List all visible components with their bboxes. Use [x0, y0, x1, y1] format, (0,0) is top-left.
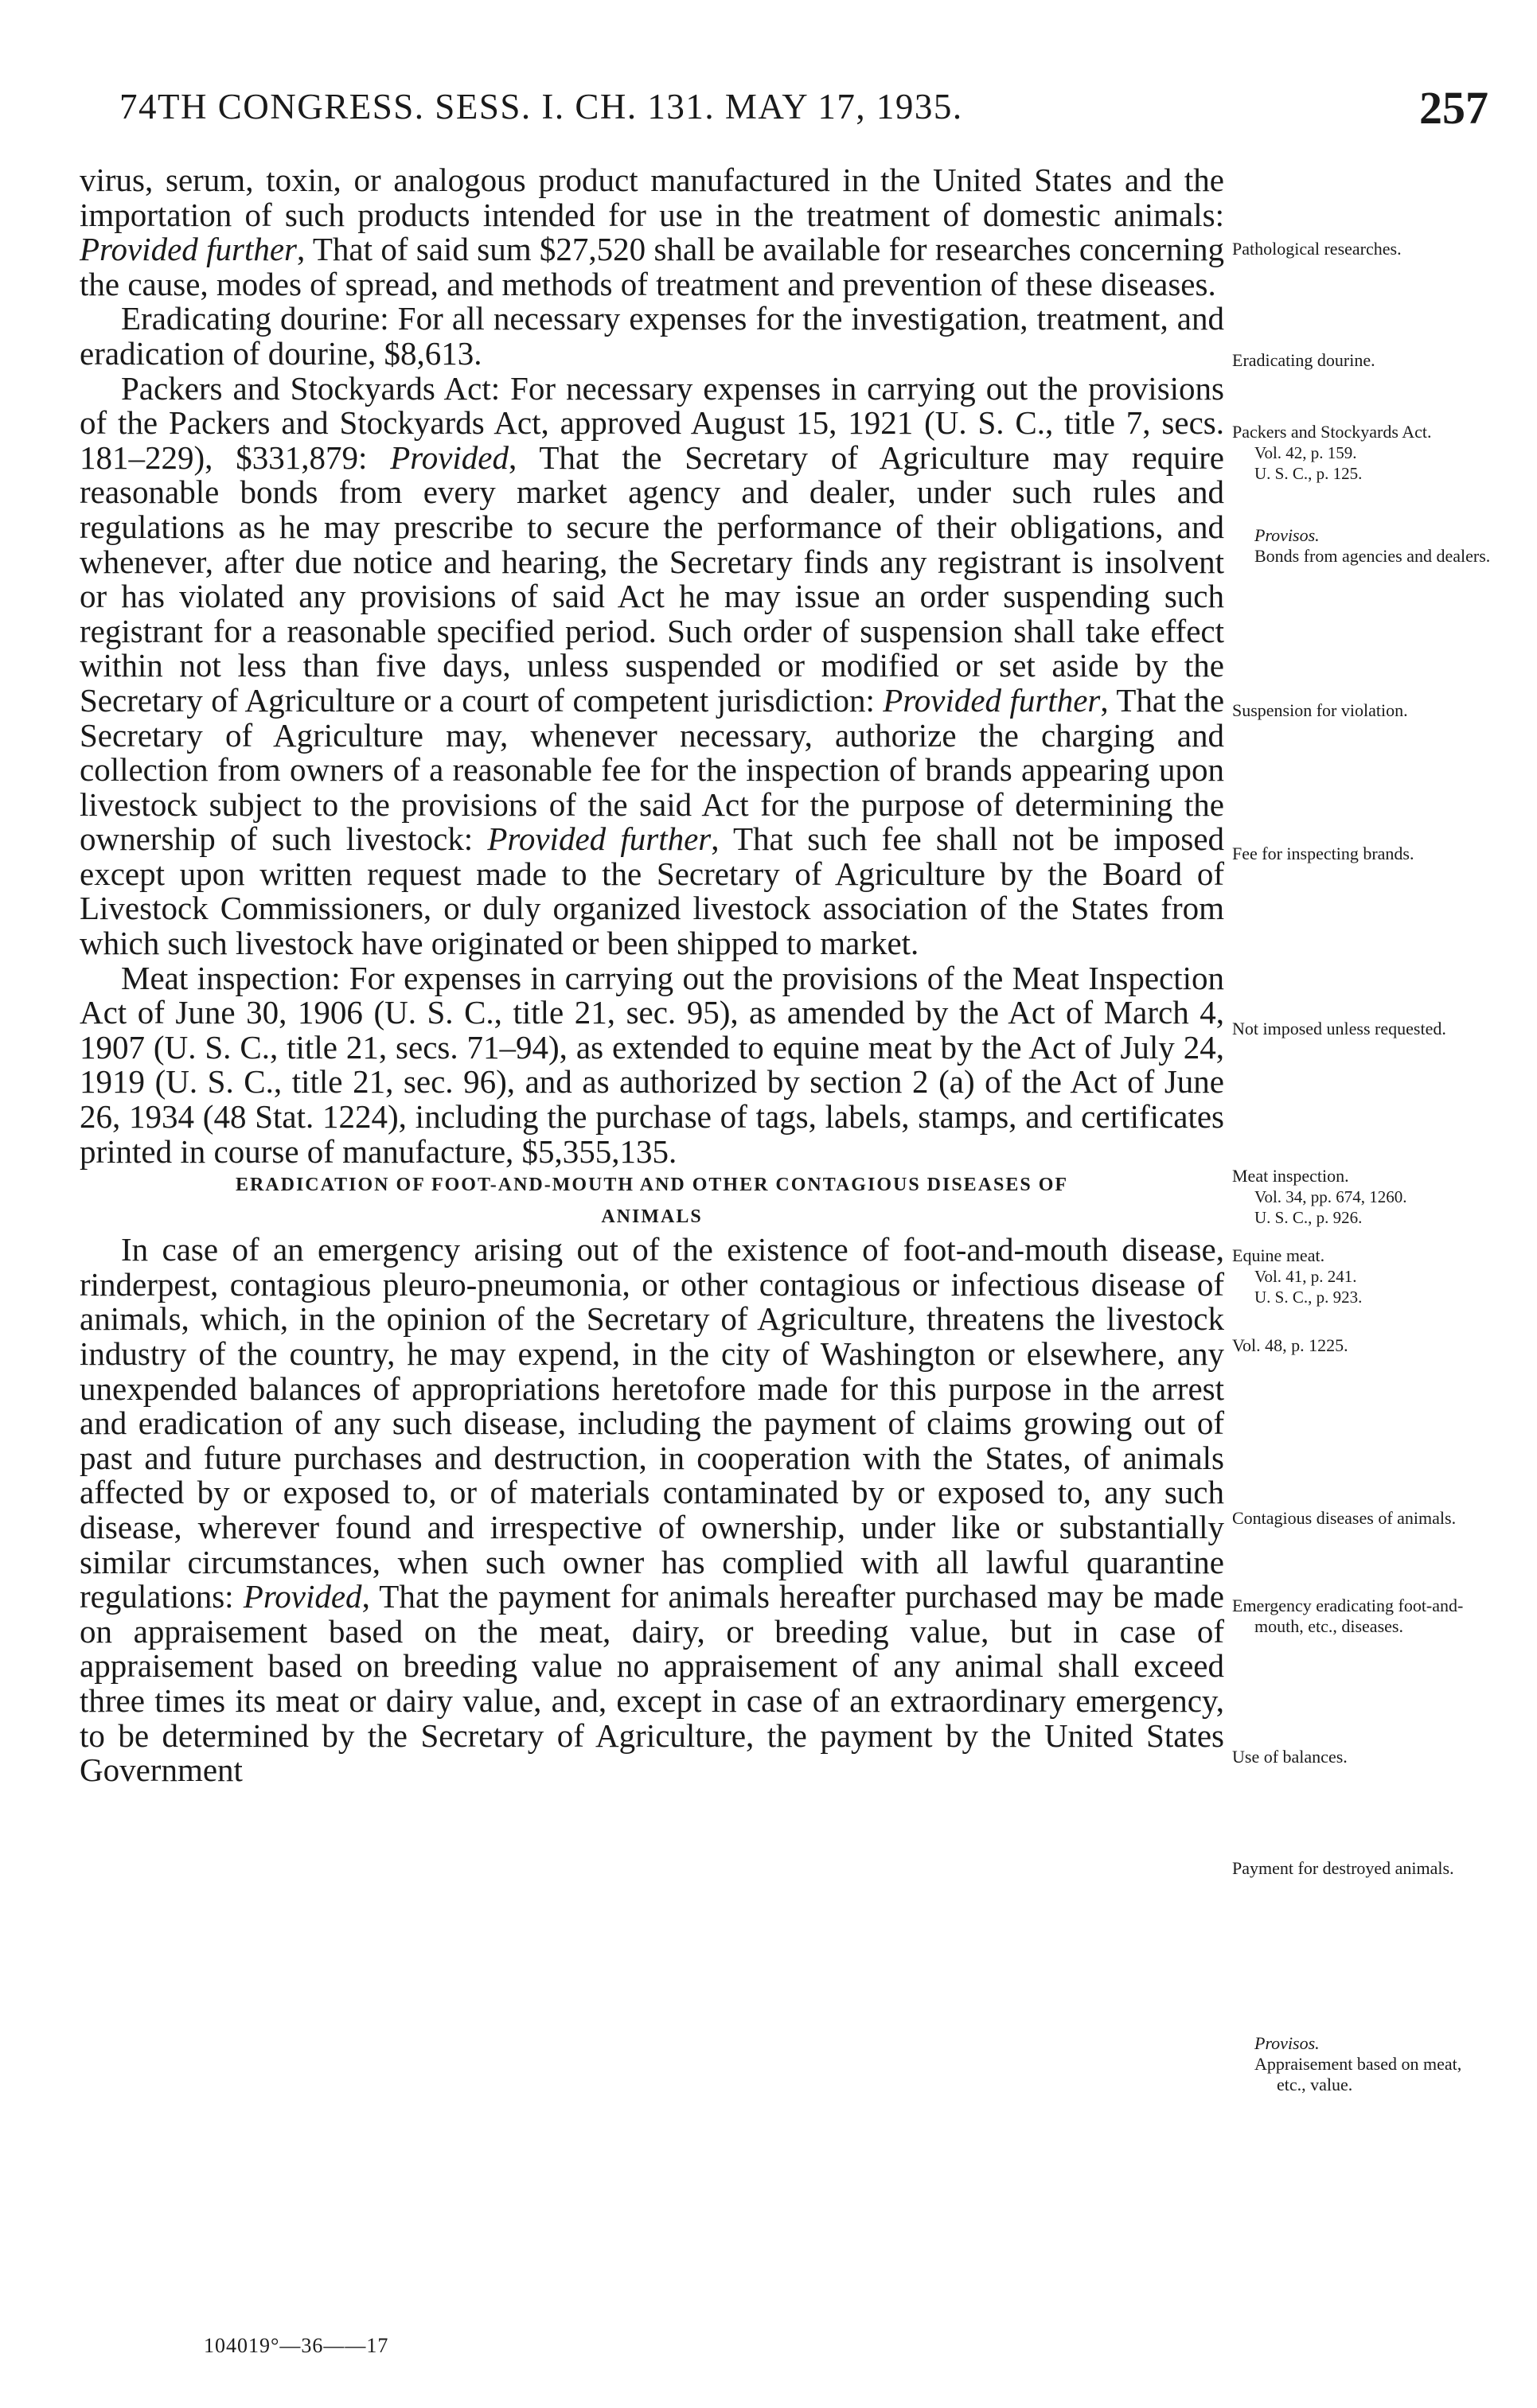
margin-note-meat-inspection: Meat inspection. Vol. 34, pp. 674, 1260. U. S. C., p. 926.	[1232, 1166, 1407, 1227]
print-code-footer: 104019°—36——17	[204, 2334, 389, 2357]
paragraph-emergency: In case of an emergency arising out of the existence of foot-and-mouth disease, rinderpest, contagious pleuro-pneumonia, or other contagious or infectious disease of animals, which, in the opinion of the Secretary of Agriculture, threatens the livestock industry of the country, he may expend, in the city of Washington or elsewhere, any unexpended balances of appropriations heretofore made for this purpose in the arrest and eradication of any such disease, including the payment of claims growing out of past and future purchases and destruction, in cooperation with the States, of animals affected by or exposed to, or of materials contaminated by or exposed to, any such disease, wherever found and irrespective of ownership, under like or substantially similar circumstances, when such owner has complied with all lawful quarantine regulations: Provided, That the payment for animals hereafter purchased may be made on appraisement based on the meat, dairy, or breeding value, but in case of appraisement based on breeding value no appraisement of any animal shall exceed three times its meat or dairy value, and, except in case of an extraordinary emergency, to be determined by the Secretary of Agriculture, the payment by the United States Government	[80, 1231, 1224, 1789]
margin-note-packers: Packers and Stockyards Act. Vol. 42, p. 159. U. S. C., p. 125.	[1232, 422, 1432, 483]
running-head: 74TH CONGRESS. SESS. I. CH. 131. MAY 17, 1935.	[119, 87, 963, 127]
paragraph-virus-serum: virus, serum, toxin, or analogous product manufactured in the United States and the importation of such products intended for use in the treatment of domestic animals: Provided further, That of said sum $27,520 shall be available for researches concerning the cause, modes of spread, and methods of treatment and prevention of these diseases.	[80, 162, 1225, 302]
paragraph-meat-inspection: Meat inspection: For expenses in carrying out the provisions of the Meat Inspection Act of June 30, 1906 (U. S. C., title 21, sec. 95), as amended by the Act of March 4, 1907 (U. S. C., title 21, secs. 71–94), as extended to equine meat by the Act of July 24, 1919 (U. S. C., title 21, sec. 96), and as authorized by section 2 (a) of the Act of June 26, 1934 (48 Stat. 1224), including the purchase of tags, labels, stamps, and certificates printed in course of manufacture, $5,355,135.	[80, 959, 1224, 1170]
page-number: 257	[1419, 82, 1488, 134]
paragraph-packers-stockyards: Packers and Stockyards Act: For necessary expenses in carrying out the provisions of the Packers and Stockyards Act, approved August 15, 1921 (U. S. C., title 7, secs. 181–229), $331,879: Provided, That the Secretary of Agriculture may require reasonable bonds from every market agency and dealer, under such rules and regulations as he may prescribe to secure the performance of their obligations, and whenever, after due notice and hearing, the Secretary finds any registrant is insolvent or has violated any provisions of said Act he may issue an order suspending such registrant for a reasonable specified period. Such order of suspension shall take effect within not less than five days, unless suspended or modified or set aside by the Secretary of Agriculture or a court of competent jurisdiction: Provided further, That the Secretary of Agriculture may, whenever necessary, authorize the charging and collection from owners of a reasonable fee for the inspection of brands appearing upon livestock subject to the provisions of the said Act for the purpose of determining the ownership of such livestock: Provided further, That such fee shall not be imposed except upon written request made to the Secretary of Agriculture by the Board of Livestock Commissioners, or duly organized livestock association of the States from which such livestock have originated or been shipped to market.	[80, 369, 1225, 962]
margin-note-suspension: Suspension for violation.	[1232, 700, 1408, 720]
margin-note-payment: Payment for destroyed animals.	[1232, 1858, 1454, 1878]
margin-note-emergency: Emergency eradicating foot-and-mouth, etc., diseases.	[1232, 1596, 1464, 1636]
section-heading-line-1: ERADICATION OF FOOT-AND-MOUTH AND OTHER CONTAGIOUS DISEASES OF	[235, 1175, 1069, 1196]
section-heading-line-2: ANIMALS	[601, 1206, 703, 1228]
margin-note-vol48: Vol. 48, p. 1225.	[1232, 1335, 1348, 1355]
margin-note-appraisement: Provisos. Appraisement based on meat, etc., value.	[1254, 2033, 1462, 2094]
main-text-column	[80, 163, 1224, 1788]
margin-note-contagious: Contagious diseases of animals.	[1232, 1508, 1457, 1528]
margin-note-not-imposed: Not imposed unless requested.	[1232, 1019, 1446, 1038]
section-heading	[80, 1169, 1224, 1233]
paragraph-eradicating-dourine: Eradicating dourine: For all necessary expenses for the investigation, treatment, and eradication of dourine, $8,613.	[80, 300, 1224, 372]
page-header	[119, 82, 1488, 142]
margin-note-pathological: Pathological researches.	[1232, 239, 1402, 259]
margin-note-balances: Use of balances.	[1232, 1747, 1348, 1767]
margin-note-bonds: Provisos. Bonds from agencies and dealers.	[1254, 525, 1491, 566]
margin-note-equine: Equine meat. Vol. 41, p. 241. U. S. C., p. 923.	[1232, 1245, 1363, 1307]
margin-note-dourine: Eradicating dourine.	[1232, 350, 1375, 370]
margin-note-fee: Fee for inspecting brands.	[1232, 844, 1414, 863]
